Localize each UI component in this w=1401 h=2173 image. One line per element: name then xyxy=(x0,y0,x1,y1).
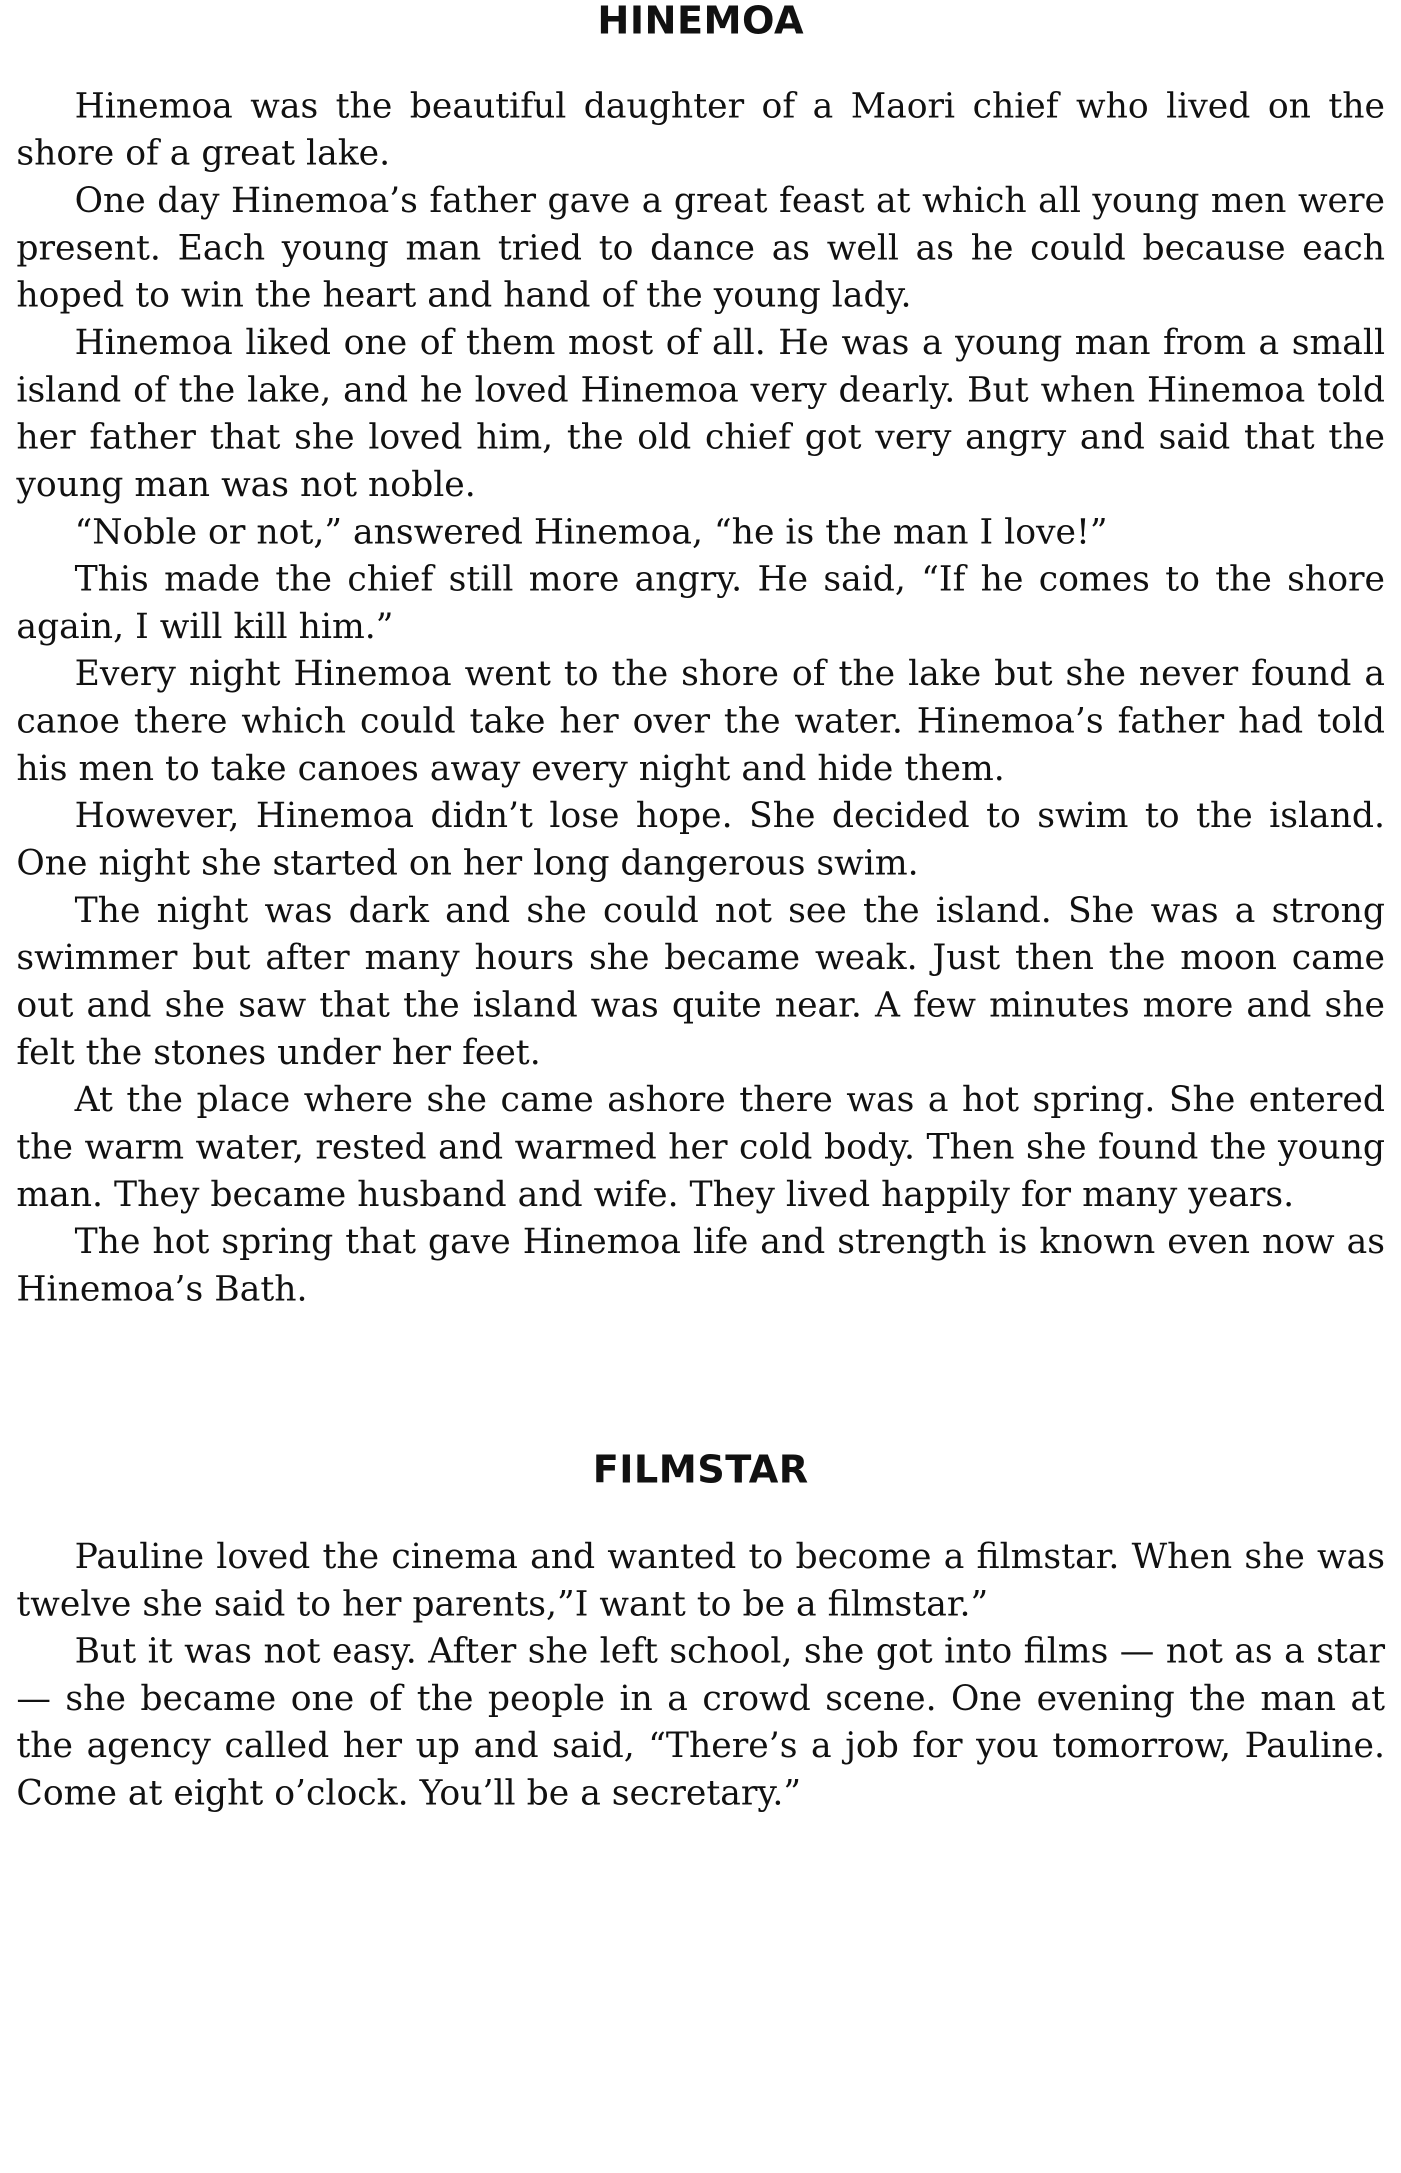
story-title: HINEMOA xyxy=(597,0,804,43)
story-title: FILMSTAR xyxy=(592,1447,809,1492)
story-paragraph: Pauline loved the cinema and wanted to become a filmstar. When she was twelve she said to her parents,”I want to be a filmstar.” xyxy=(16,1536,1386,1624)
story-paragraph: The hot spring that gave Hinemoa life and strength is known even now as Hinemoa’s Bath. xyxy=(16,1221,1386,1309)
story-paragraph: However, Hinemoa didn’t lose hope. She decided to swim to the island. One night she started on her long dangerous swim. xyxy=(16,795,1386,883)
story-filmstar xyxy=(16,1449,1385,1817)
story-paragraph: Hinemoa liked one of them most of all. He was a young man from a small island of the lake, and he loved Hinemoa very dearly. But when Hinemoa told her father that she loved him, the old chief got very angry and said that the young man was not noble. xyxy=(16,322,1386,505)
story-paragraph: But it was not easy. After she left school, she got into films — not as a star — she became one of the people in a crowd scene. One evening the man at the agency called her up and said, “There’s a job for you tomorrow, Pauline. Come at eight o’clock. You’ll be a secretary.” xyxy=(16,1631,1386,1814)
story-paragraph: The night was dark and she could not see the island. She was a strong swimmer but after many hours she became weak. Just then the moon came out and she saw that the island was quite near. A few minutes more and she felt the stones under her feet. xyxy=(16,890,1386,1073)
story-hinemoa xyxy=(16,0,1385,1312)
story-paragraph: At the place where she came ashore there was a hot spring. She entered the warm water, rested and warmed her cold body. Then she found the young man. They became husband and wife. They lived happily for many years. xyxy=(16,1079,1386,1215)
story-paragraph: One day Hinemoa’s father gave a great feast at which all young men were present. Each young man tried to dance as well as he could because each hoped to win the heart and hand of the young lady. xyxy=(16,180,1386,316)
story-paragraph: “Noble or not,” answered Hinemoa, “he is the man I love!” xyxy=(74,511,1108,552)
story-paragraph: Every night Hinemoa went to the shore of the lake but she never found a canoe there which could take her over the water. Hinemoa’s father had told his men to take canoes away every night and hide them. xyxy=(16,653,1386,789)
story-paragraph: Hinemoa was the beautiful daughter of a Maori chief who lived on the shore of a great lake. xyxy=(16,85,1386,174)
story-paragraph: This made the chief still more angry. He said, “If he comes to the shore again, I will kill him.” xyxy=(16,558,1386,647)
